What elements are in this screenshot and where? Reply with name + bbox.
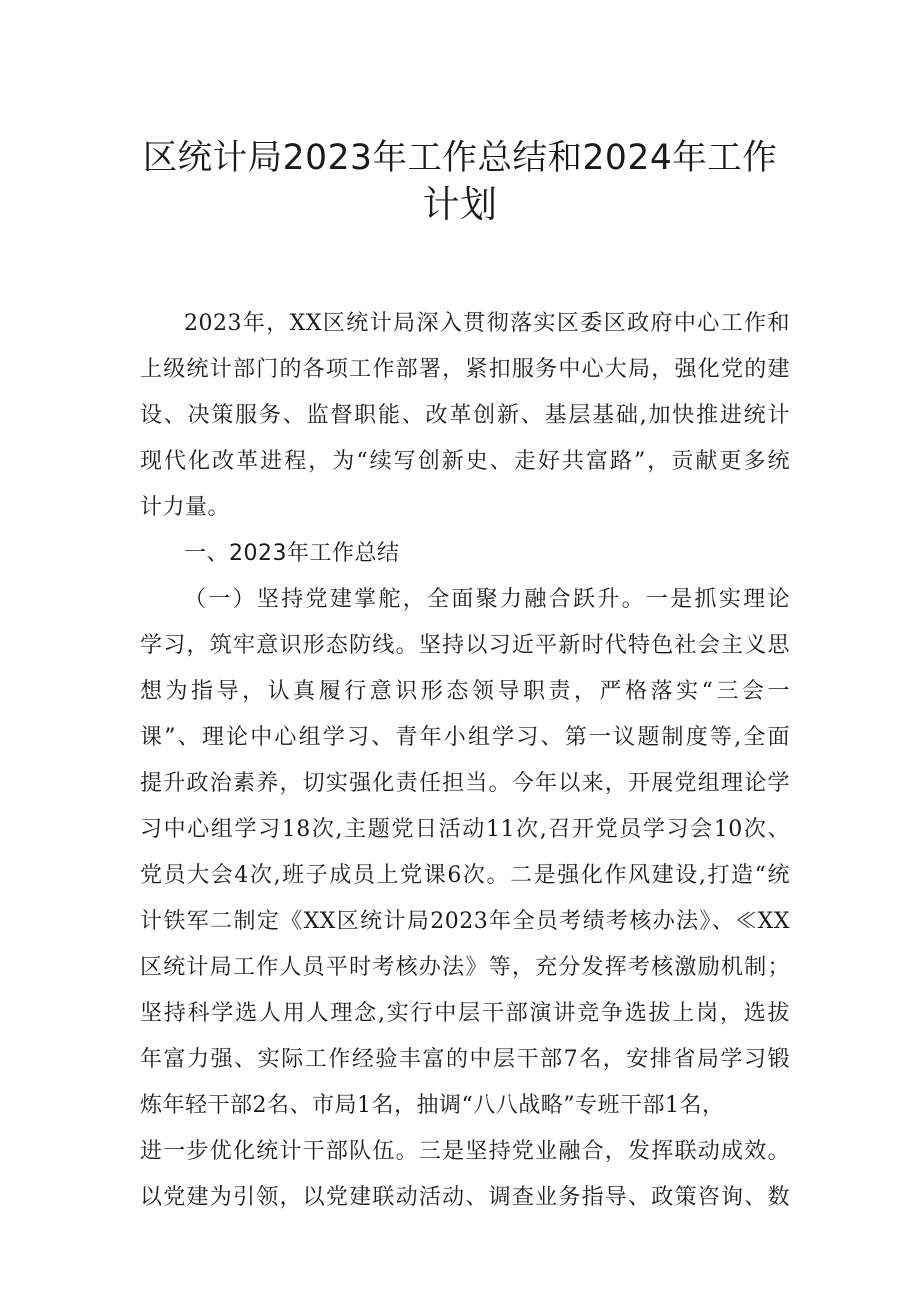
paragraph-line: 学习，筑牢意识形态防线。坚持以习近平新时代特色社会主义思 <box>140 633 790 658</box>
document-title-line-1: 区统计局2023年工作总结和2024年工作 <box>142 138 778 178</box>
paragraph-line: 进一步优化统计干部队伍。三是坚持党业融合，发挥联动成效。 <box>140 1139 790 1164</box>
paragraph-line: 现代化改革进程，为“续写创新史、走好共富路”，贡献更多统 <box>140 449 790 474</box>
paragraph-line: 计力量。 <box>140 495 231 520</box>
section-heading: 一、2023年工作总结 <box>184 541 400 566</box>
paragraph-line: 提升政治素养，切实强化责任担当。今年以来，开展党组理论学 <box>140 771 790 796</box>
paragraph-line: 2023年，XX区统计局深入贯彻落实区委区政府中心工作和 <box>184 311 790 336</box>
paragraph-line: 区统计局工作人员平时考核办法》等，充分发挥考核激励机制； <box>140 955 790 980</box>
paragraph-line: 以党建为引领，以党建联动活动、调查业务指导、政策咨询、数 <box>140 1185 790 1210</box>
paragraph-line: 上级统计部门的各项工作部署，紧扣服务中心大局，强化党的建 <box>140 357 790 382</box>
paragraph-line: 想为指导，认真履行意识形态领导职责，严格落实“三会一 <box>140 679 790 704</box>
paragraph-line: 习中心组学习18次,主题党日活动11次,召开党员学习会10次、 <box>140 817 790 842</box>
document-title-line-2: 计划 <box>422 183 498 226</box>
paragraph-line: 年富力强、实际工作经验丰富的中层干部7名，安排省局学习锻 <box>140 1047 790 1072</box>
paragraph-line: 党员大会4次,班子成员上党课6次。二是强化作风建设,打造“统 <box>140 863 790 888</box>
paragraph-line: 课”、理论中心组学习、青年小组学习、第一议题制度等,全面 <box>140 725 790 750</box>
paragraph-line: 坚持科学选人用人理念,实行中层干部演讲竞争选拔上岗，选拔 <box>140 1001 790 1026</box>
paragraph-line: （一）坚持党建掌舵，全面聚力融合跃升。一是抓实理论 <box>184 587 790 612</box>
document-body <box>140 301 790 1221</box>
paragraph-line: 设、决策服务、监督职能、改革创新、基层基础,加快推进统计 <box>140 403 790 428</box>
paragraph-line: 计铁军二制定《XX区统计局2023年全员考绩考核办法》、≪XX <box>140 909 790 934</box>
paragraph-line: 炼年轻干部2名、市局1名，抽调“八八战略”专班干部1名， <box>140 1093 725 1118</box>
